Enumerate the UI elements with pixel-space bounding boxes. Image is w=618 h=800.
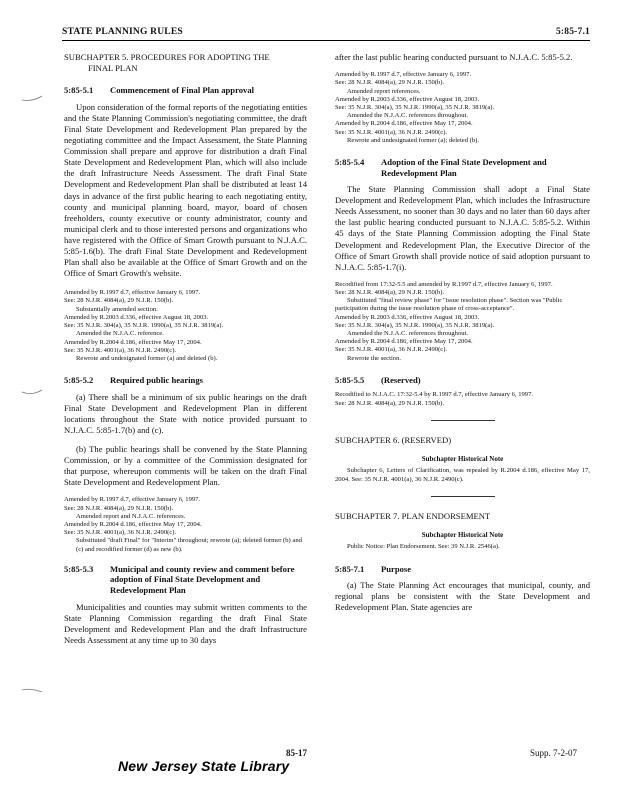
- section-title: (Reserved): [381, 374, 421, 385]
- section-title: Adoption of the Final State Development and Redevelopment Plan: [381, 156, 547, 178]
- section-number: 5:85-5.2: [64, 375, 94, 386]
- section-5-5-heading: [335, 375, 590, 386]
- history-line: Amended by R.2004 d.186, effective May 17, 2004.: [64, 521, 202, 529]
- subchapter-7-heading: SUBCHAPTER 7. PLAN ENDORSEMENT: [335, 510, 491, 521]
- history-line: Amended by R.1997 d.7, effective January 6, 1997.: [64, 496, 201, 504]
- history-line: See: 35 N.J.R. 304(a), 35 N.J.R. 1990(a), 35 N.J.R. 3819(a).: [335, 321, 495, 329]
- section-5-1-body: Upon consideration of the formal reports of the negotiating entities and the State Planning Commission's negotiating committee, the draft Final State Development and Redevelopment Plan prepared by the negotiating committee and the Impact Assessment, the State Planning Commission shall prepare and approve for distribution a draft Final State Development and Redevelopment Plan, which will also include the draft Infrastructure Needs Assessment. The draft Final State Development and Redevelopment Plan shall be distributed at least 14 days in advance of the first public hearing to each negotiating entity, county and municipal planning board, mayor, board of chosen freeholders, county executive or county administrator, county and municipal clerk and to those interested persons and organizations who have registered with the Office of Smart Growth pursuant to N.J.A.C. 5:85-1.6(b). The draft Final State Development and Redevelopment Plan shall also be available at the Office of Smart Growth and on the Office of Smart Growth's website.: [64, 101, 307, 279]
- header-title: STATE PLANNING RULES: [62, 27, 183, 37]
- right-column: [335, 52, 590, 614]
- history-line: Amended the N.J.A.C. reference.: [76, 330, 164, 338]
- section-number: 5:85-5.4: [335, 156, 365, 167]
- history-line: Amended report references.: [347, 87, 421, 95]
- subchapter-7-history-heading: Subchapter Historical Note: [421, 531, 504, 540]
- section-number: 5:85-7.1: [335, 563, 365, 574]
- history-line: Amended by R.1997 d.7, effective January 6, 1997.: [335, 71, 472, 79]
- history-line: See: 28 N.J.R. 4084(a), 29 N.J.R. 150(b).: [335, 399, 445, 407]
- history-line: See: 28 N.J.R. 4084(a), 29 N.J.R. 150(b).: [64, 297, 174, 305]
- margin-mark-icon: [20, 380, 44, 404]
- section-7-1-heading: [335, 564, 590, 575]
- history-line: Substantially amended section.: [76, 305, 158, 313]
- margin-mark-icon: [20, 676, 44, 700]
- history-line: Rewrote the section.: [347, 354, 402, 362]
- running-header: [62, 26, 590, 41]
- history-line: Amended the N.J.A.C. references throughout.: [347, 330, 469, 338]
- section-5-4-heading: [335, 157, 590, 178]
- left-column: [64, 52, 307, 646]
- history-line: Amended by R.1997 d.7, effective January 6, 1997.: [64, 289, 201, 297]
- history-line: See: 35 N.J.R. 4001(a), 36 N.J.R. 2490(c).: [335, 346, 448, 354]
- section-title: Required public hearings: [110, 375, 203, 386]
- subchapter-5-line1: SUBCHAPTER 5. PROCEDURES FOR ADOPTING THE: [64, 52, 270, 62]
- section-5-1-heading: [64, 85, 307, 96]
- history-line: Amended by R.2004 d.186, effective May 17, 2004.: [335, 120, 473, 128]
- history-line: Amended by R.2004 d.186, effective May 17, 2004.: [64, 338, 202, 346]
- section-5-3-history: [335, 71, 590, 145]
- section-5-3-continued: after the last public hearing conducted pursuant to N.J.A.C. 5:85-5.2.: [335, 52, 573, 62]
- margin-mark-icon: [20, 88, 44, 112]
- section-number: 5:85-5.1: [64, 85, 94, 96]
- history-line: Amended by R.2004 d.186, effective May 17, 2004.: [335, 338, 473, 346]
- section-5-2-heading: [64, 375, 307, 386]
- section-5-3-heading: [64, 564, 307, 596]
- section-7-1-para-a: (a) The State Planning Act encourages that municipal, county, and regional plans be consistent with the State Development and Redevelopment Plan. State agencies are: [335, 580, 590, 613]
- history-line: See: 35 N.J.R. 4001(a), 36 N.J.R. 2490(c).: [64, 529, 177, 537]
- history-line: Amended report and N.J.A.C. references.: [76, 512, 186, 520]
- subchapter-6-history-heading: Subchapter Historical Note: [421, 455, 504, 464]
- history-line: See: 35 N.J.R. 304(a), 35 N.J.R. 1990(a), 35 N.J.R. 3819(a).: [64, 322, 224, 330]
- history-line: Amended the N.J.A.C. references throughout.: [347, 112, 469, 120]
- history-line: See: 35 N.J.R. 4001(a), 36 N.J.R. 2490(c).: [64, 346, 177, 354]
- section-number: 5:85-5.3: [64, 563, 94, 574]
- section-title: Municipal and county review and comment before adoption of Final State Development and Redevelopment Plan: [110, 563, 295, 596]
- history-line: Recodified to N.J.A.C. 17:32-5.4 by R.1997 d.7, effective January 6, 1997.: [335, 391, 534, 399]
- subchapter-6-heading: SUBCHAPTER 6. (RESERVED): [335, 434, 452, 445]
- history-line: Rewrote and undesignated former (a) and deleted (b).: [76, 354, 218, 362]
- section-5-2-history: [64, 496, 307, 553]
- header-section: 5:85-7.1: [555, 27, 590, 37]
- history-line: See: 35 N.J.R. 304(a), 35 N.J.R. 1990(a), 35 N.J.R. 3819(a).: [335, 103, 495, 111]
- section-5-4-history: [335, 281, 590, 363]
- section-5-5-history: [335, 391, 590, 407]
- supplement-date: Supp. 7-2-07: [530, 748, 577, 758]
- section-5-2-para-b: (b) The public hearings shall be convened by the State Planning Commission, or by a committee of the Commission designated for that purpose, whereupon comments will be taken on the draft Final State Development and Redevelopment Plan.: [64, 444, 307, 488]
- history-line: Recodified from 17:32-5.5 and amended by R.1997 d.7, effective January 6, 1997.: [335, 280, 553, 288]
- history-line: Amended by R.2003 d.336, effective August 18, 2003.: [335, 95, 480, 103]
- library-stamp: New Jersey State Library: [118, 758, 290, 774]
- section-title: Purpose: [381, 563, 412, 574]
- section-title: Commencement of Final Plan approval: [110, 85, 255, 96]
- subchapter-5-heading: [64, 52, 307, 73]
- subchapter-6-history: Subchapter 6, Letters of Clarification, was repealed by R.2004 d.186, effective May 17, 2004. See: 35 N.J.R. 4001(a), 36 N.J.R. 2490(c).: [335, 467, 590, 483]
- history-line: Rewrote and undesignated former (a); deleted (b).: [347, 136, 480, 144]
- section-number: 5:85-5.5: [335, 374, 365, 385]
- section-5-2-para-a: (a) There shall be a minimum of six public hearings on the draft Final State Development and Redevelopment Plan in different locations throughout the State with notice provided pursuant to N.J.A.C. 5:85-1.7(b) and (c).: [64, 391, 307, 435]
- section-5-3-body: Municipalities and counties may submit written comments to the State Planning Commission regarding the draft Final State Development and Redevelopment Plan and the draft Infrastructure Needs Assessment at any time up to 30 days: [64, 601, 307, 645]
- history-line: See: 28 N.J.R. 4084(a), 29 N.J.R. 150(b).: [335, 79, 445, 87]
- section-5-1-history: [64, 289, 307, 363]
- history-line: See: 28 N.J.R. 4084(a), 29 N.J.R. 150(b).: [64, 504, 174, 512]
- history-line: Amended by R.2003 d.336, effective August 18, 2003.: [335, 313, 480, 321]
- history-line: Substituted "draft Final" for "Interim" throughout; rewrote (a); deleted former (b) and (c) and recodified former (d) as new (b).: [76, 537, 302, 553]
- subchapter-7-history: Public Notice: Plan Endorsement. See: 39 N.J.R. 2546(a).: [347, 543, 500, 551]
- history-line: Amended by R.2003 d.336, effective August 18, 2003.: [64, 313, 209, 321]
- history-line: Substituted "final review phase" for "issue resolution phase". Section was "Public participation during the issue resolution phase of cross-acceptance".: [335, 297, 563, 313]
- history-line: See: 35 N.J.R. 4001(a), 36 N.J.R. 2490(c).: [335, 128, 448, 136]
- history-line: See: 28 N.J.R. 4084(a), 29 N.J.R. 150(b).: [335, 289, 445, 297]
- page-number: 85-17: [286, 748, 307, 758]
- section-5-4-body: The State Planning Commission shall adopt a Final State Development and Redevelopment Plan, which includes the Infrastructure Needs Assessment, no sooner than 30 days and no later than 60 days after the last public hearing conducted pursuant to N.J.A.C. 5:85-5.2. Within 45 days of the State Planning Commission adopting the Final State Development and Redevelopment Plan, the Executive Director of the Office of Smart Growth shall provide notice of said adoption pursuant to N.J.A.C. 5:85-1.7(i).: [335, 184, 590, 272]
- subchapter-5-line2: FINAL PLAN: [88, 62, 138, 73]
